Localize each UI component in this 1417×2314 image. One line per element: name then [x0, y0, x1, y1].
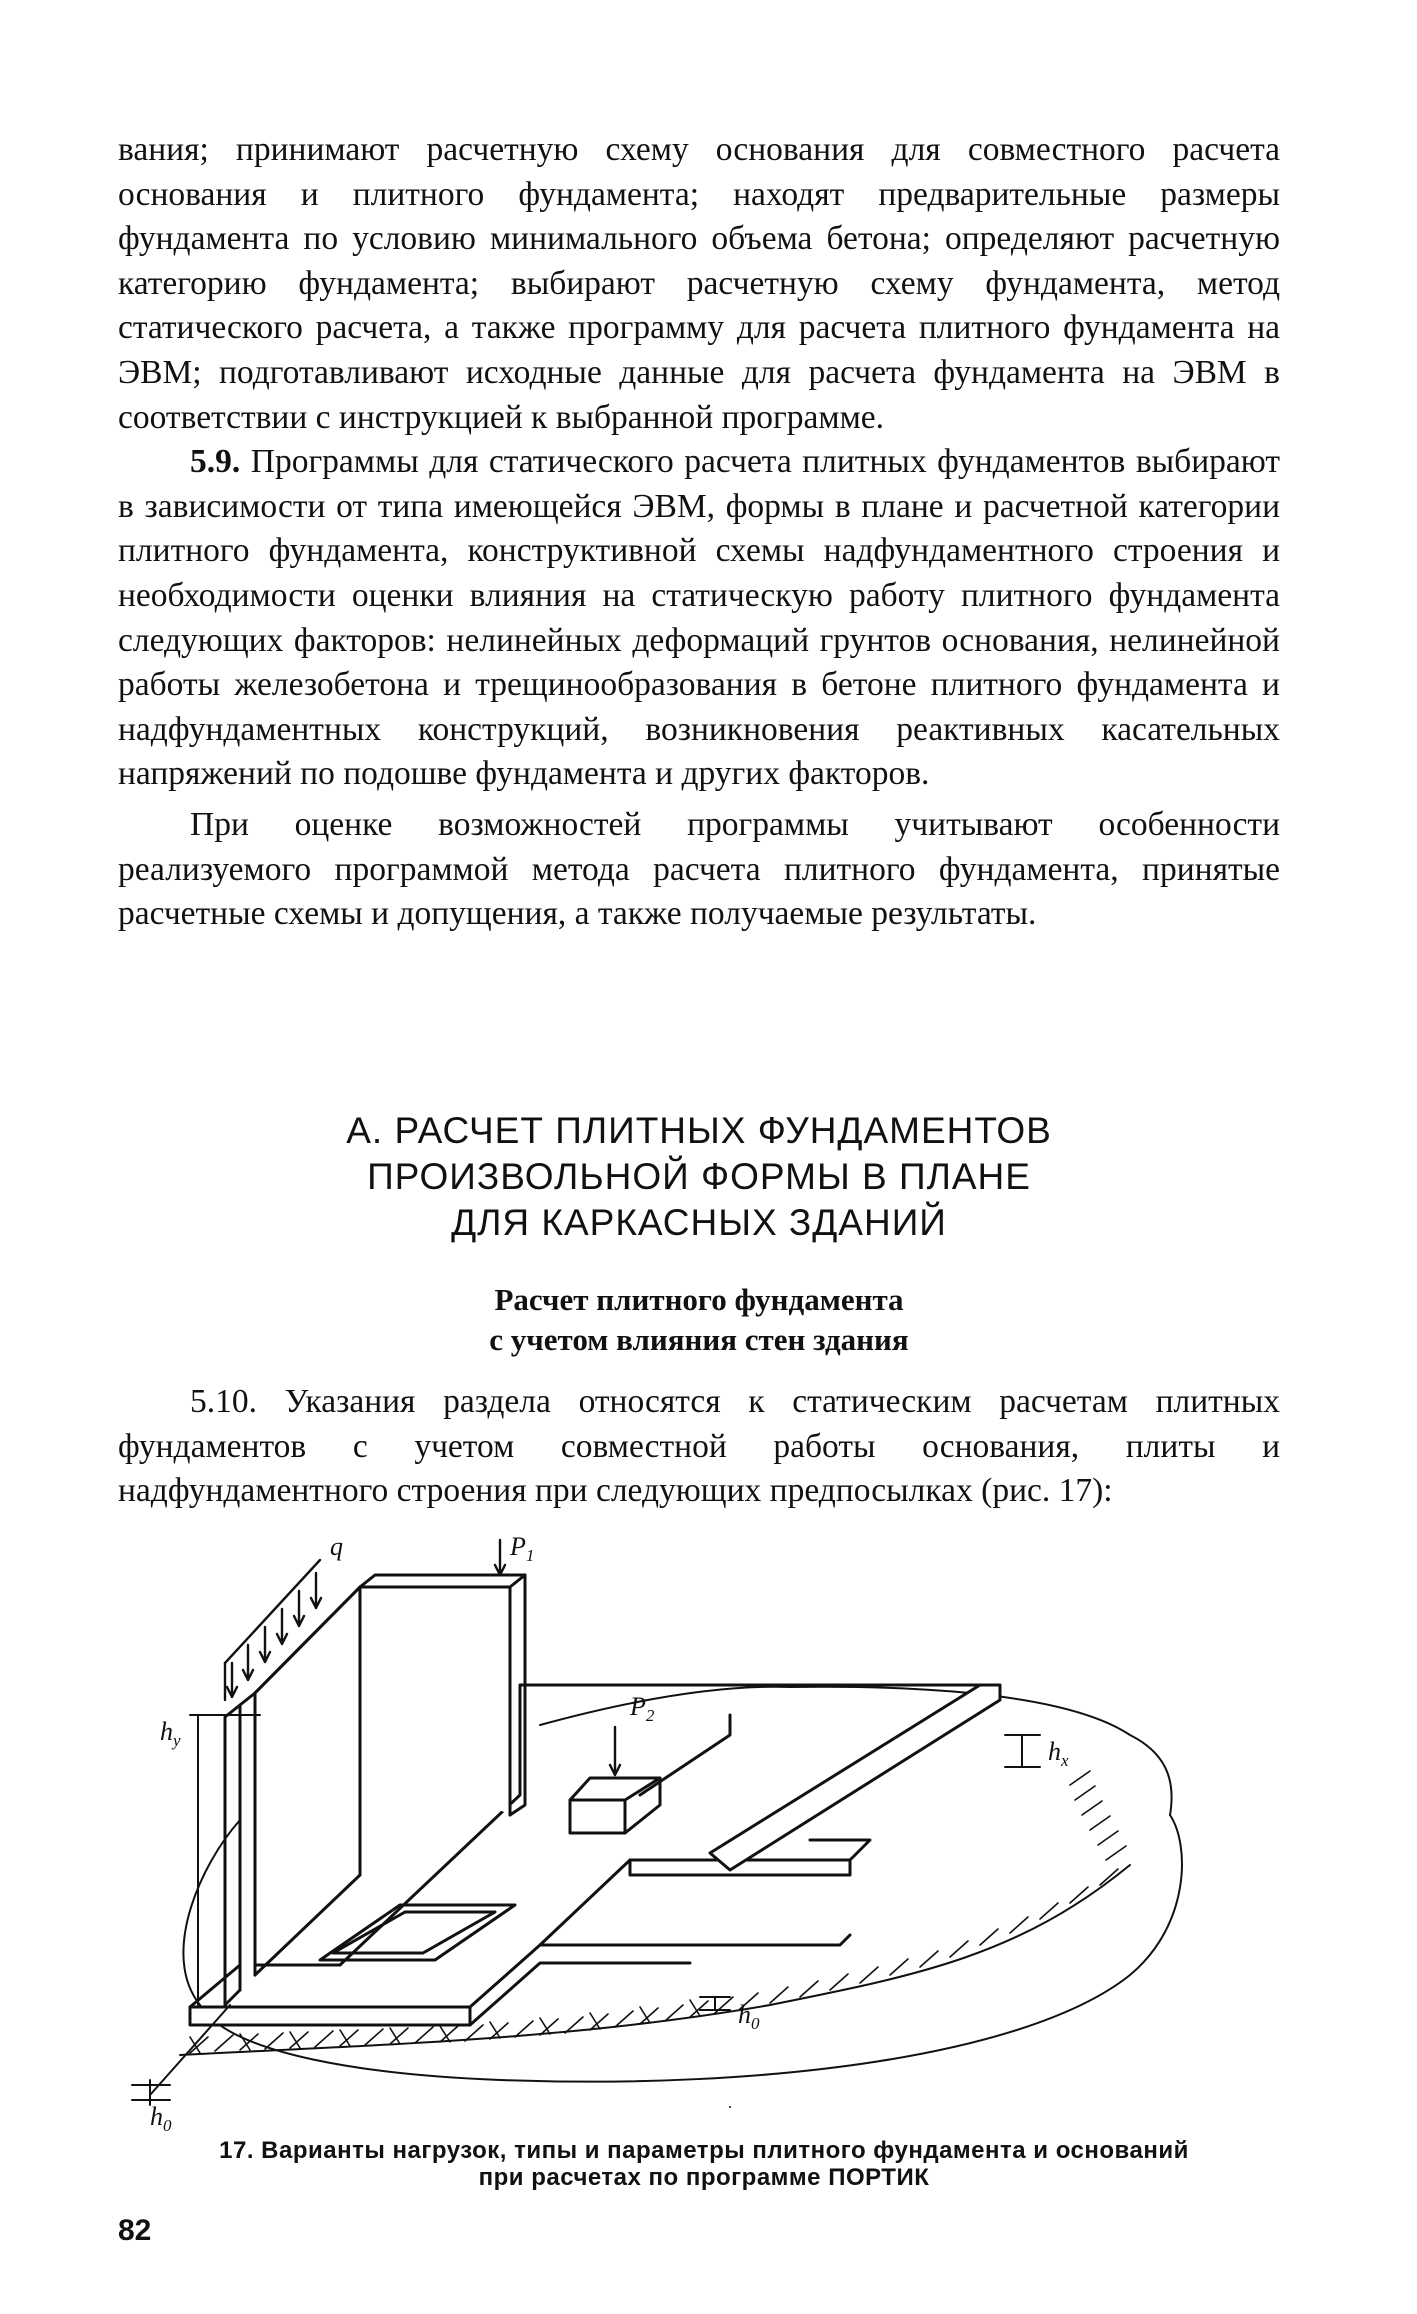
figure-17-diagram: [150, 1532, 1290, 2135]
left-wall: [225, 1693, 255, 2005]
label-q: q: [330, 1532, 343, 1561]
paragraph-2: [118, 440, 1280, 797]
main-wall: [255, 1575, 525, 1975]
column-block: [570, 1778, 660, 1833]
subheading: [118, 1280, 1280, 1360]
p1-arrow: [495, 1540, 505, 1575]
body-text-2: [118, 1380, 1280, 1514]
soil-outline: [183, 1815, 1182, 2082]
page-number: 82: [118, 2214, 152, 2247]
label-hx: $h_x$: [1048, 1737, 1069, 1770]
caption-line-1: 17. Варианты нагрузок, типы и параметры плитного фундамента и оснований: [219, 2137, 1189, 2164]
clause-number-5-9: 5.9.: [190, 443, 241, 481]
soil-hatching-right: [1070, 1771, 1126, 1860]
section-heading-line-3: ДЛЯ КАРКАСНЫХ ЗДАНИЙ: [451, 1202, 947, 1243]
subheading-line-1: Расчет плитного фундамента: [494, 1282, 904, 1317]
section-heading-line-2: ПРОИЗВОЛЬНОЙ ФОРМЫ В ПЛАНЕ: [367, 1156, 1031, 1197]
label-p1: $P_1$: [510, 1532, 535, 1565]
body-text: [118, 128, 1280, 937]
label-p2: $P_2$: [630, 1692, 655, 1725]
figure-caption: [118, 2137, 1290, 2191]
label-h0-left: $h_0$: [150, 2102, 172, 2135]
p2-arrow: [610, 1727, 620, 1775]
subheading-line-2: с учетом влияния стен здания: [489, 1322, 909, 1357]
section-heading: [118, 1108, 1280, 1246]
paragraph-1: вания; принимают расчетную схему основания для совместного расчета основания и плитного фундамента; находят предварительные размеры фундамента по условию минимального объема бетона; определяют расчетную категорию фундамента; выбирают расчетную схему фундамента, метод статического расчета, а также программу для расчета плитного фундамента на ЭВМ; подготавливают исходные данные для расчета фундамента на ЭВМ в соответствии с инструкцией к выбранной программе.: [118, 131, 1280, 436]
paragraph-3: При оценке возможностей программы учитывают особенности реализуемого программой метода расчета плитного фундамента, принятые расчетные схемы и допущения, а также получаемые результаты.: [118, 805, 1280, 933]
caption-line-2: при расчетах по программе ПОРТИК: [478, 2164, 930, 2191]
foundation-slab: [190, 1685, 1000, 2025]
label-hy: $h_y$: [160, 1717, 181, 1750]
label-h0-right: $h_0$: [738, 2000, 760, 2033]
slab-opening: [320, 1905, 515, 1960]
paragraph-4: 5.10. Указания раздела относятся к статическим расчетам плитных фундаментов с учетом совместной работы основания, плиты и надфундаментного строения при следующих предпосылках (рис. 17):: [118, 1383, 1280, 1510]
paragraph-2-text: Программы для статического расчета плитных фундаментов выбирают в зависимости от типа имеющейся ЭВМ, формы в плане и расчетной категории плитного фундамента, конструктивной схемы надфундаментного строения и необходимости оценки влияния на статическую работу плитного фундамента следующих факторов: нелинейных деформаций грунтов основания, нелинейной работы железобетона и трещинообразования в бетоне плитного фундамента и надфундаментных конструкций, возникновения реактивных касательных напряжений по подошве фундамента и других факторов.: [118, 443, 1280, 793]
section-heading-line-1: А. РАСЧЕТ ПЛИТНЫХ ФУНДАМЕНТОВ: [346, 1110, 1052, 1151]
